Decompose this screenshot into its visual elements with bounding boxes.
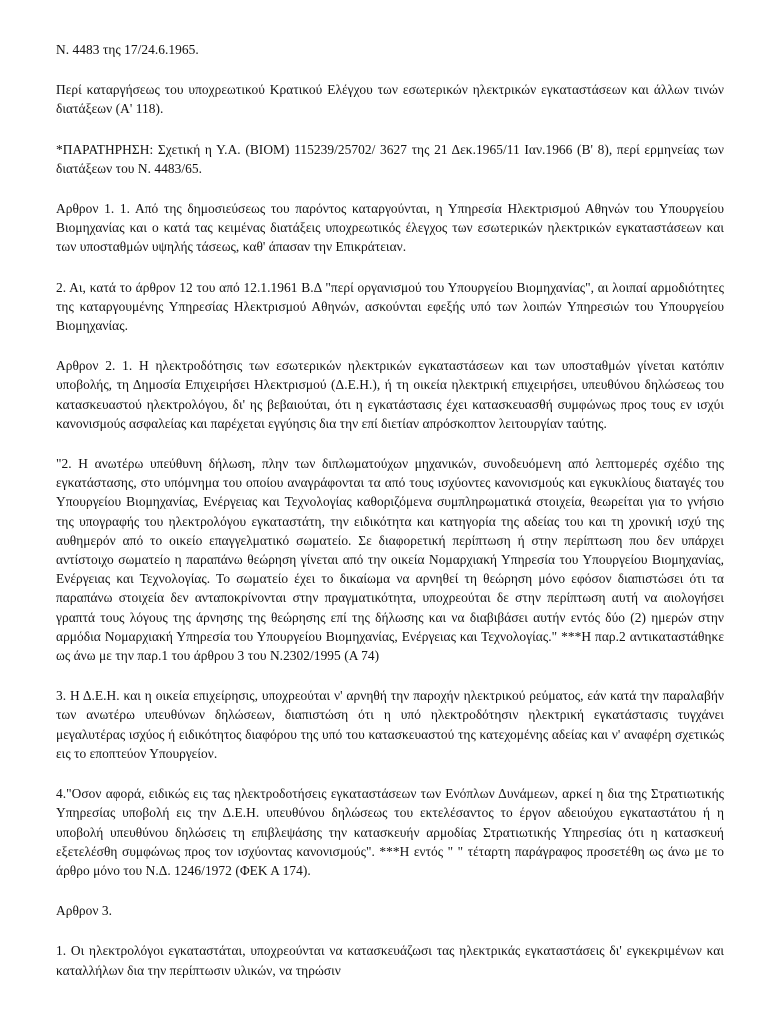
law-title: Περί καταργήσεως του υποχρεωτικού Κρατικού Ελέγχου των εσωτερικών ηλεκτρικών εγκαταστάσεων και άλλων τινών διατάξεων (Α' 118). [56,82,724,117]
article-3-paragraph-1: 1. Οι ηλεκτρολόγοι εγκαταστάται, υποχρεούνται να κατασκευάζωσι τας ηλεκτρικάς εγκαταστάσεις δι' εγκεκριμένων και καταλλήλων δια την περίπτωσιν υλικών, να τηρώσιν [56,943,724,978]
article-2-paragraph-4: 4."Οσον αφορά, ειδικώς εις τας ηλεκτροδοτήσεις εγκαταστάσεων των Ενόπλων Δυνάμεων, αρκεί η δια της Στρατιωτικής Υπηρεσίας υποβολή εις την Δ.Ε.Η. υπευθύνου δηλώσεως του εκτελέσαντος το έργον αδειούχου εγκαταστάτου ή η υποβολή υπευθύνου δηλώσεις τη επιβλεψάσης την κατασκευήν αρμοδίας Στρατιωτικής Υπηρεσίας ότι η κατασκευή εξετελέσθη συμφώνως προς τον ισχύοντας κανονισμούς". ***Η εντός " " τέταρτη παράγραφος προσετέθη ως άνω με το άρθρο μόνο του Ν.Δ. 1246/1972 (ΦΕΚ Α 174). [56,786,724,878]
article-1-paragraph-2: 2. Αι, κατά το άρθρον 12 του από 12.1.1961 Β.Δ "περί οργανισμού του Υπουργείου Βιομηχανίας", αι λοιπαί αρμοδιότητες της καταργουμένης Υπηρεσίας Ηλεκτρισμού Αθηνών, ασκούνται εφεξής υπό των λοιπών Υπηρεσιών του Υπουργείου Βιομηχανίας. [56,279,724,334]
note-paragraph: *ΠΑΡΑΤΗΡΗΣΗ: Σχετική η Υ.Α. (ΒΙΟΜ) 115239/25702/ 3627 της 21 Δεκ.1965/11 Ιαν.1966 (Β' 8), περί ερμηνείας των διατάξεων του Ν. 4483/65. [56,141,724,176]
article-1-paragraph-1: Αρθρον 1. 1. Από της δημοσιεύσεως του παρόντος καταργούνται, η Υπηρεσία Ηλεκτρισμού Αθηνών του Υπουργείου Βιομηχανίας και ο κατά τας κειμένας διατάξεις υποχρεωτικός έλεγχος των εσωτερικών ηλεκτρικών εγκαταστάσεων και των υποσταθμών υψηλής τάσεως, καθ' άπασαν την Επικράτειαν. [56,201,724,255]
article-2-paragraph-2: "2. Η ανωτέρω υπεύθυνη δήλωση, πλην των διπλωματούχων μηχανικών, συνοδευόμενη από λεπτομερές σχέδιο της εγκατάστασης, στο υπόμνημα του οποίου αναγράφονται τα από τους ισχύοντες κανονισμούς και εγκυκλίους διαταγές του Υπουργείου Βιομηχανίας, Ενέργειας και Τεχνολογίας καθοριζόμενα συμπληρωματικά στοιχεία, θεωρείται για το γνήσιο της υπογραφής του ηλεκτρολόγου εγκαταστάτη, την ειδικότητα και κατηγορία της αδείας του και τη χρονική ισχύ της αυθημερόν από το οικείο επαγγελματικό σωματείο. Σε διαφορετική περίπτωση ή στην περίπτωση που δεν υπάρχει αντίστοιχο σωματείο η παραπάνω θεώρηση γίνεται από την οικεία Νομαρχιακή Υπηρεσία του Υπουργείου Βιομηχανίας, Ενέργειας και Τεχνολογίας. Το σωματείο έχει το δικαίωμα να αρνηθεί τη θεώρηση μόνο εφόσον διαπιστώσει ότι τα παραπάνω στοιχεία δεν ανταποκρίνονται στην πραγματικότητα, υποχρεούται δε στην περίπτωση αυτή να αιολογήσει γραπτά τους λόγους της άρνησης της θεώρησης επί της δήλωσης και να διαβιβάσει αυτήν εντός δύο (2) ημερών στην αρμόδια Νομαρχιακή Υπηρεσία του Υπουργείου Βιομηχανίας, Ενέργειας και Τεχνολογίας." ***Η παρ.2 αντικαταστάθηκε ως άνω με την παρ.1 του άρθρου 3 του Ν.2302/1995 (Α 74) [56,456,724,664]
article-2-paragraph-1: Αρθρον 2. 1. Η ηλεκτροδότησις των εσωτερικών ηλεκτρικών εγκαταστάσεων και των υποσταθμών γίνεται κατόπιν υποβολής, τη Δημοσία Επιχειρήσει Ηλεκτρισμού (Δ.Ε.Η.), ή τη οικεία ηλεκτρική επιχειρήσει, υπευθύνου δηλώσεως του κατασκευαστού ηλεκτρολόγου, δι' ης βεβαιούται, ότι η εγκατάστασις έχει κατασκευασθή συμφώνως προς τους εν ισχύι κανονισμούς ασφαλείας και παρέχεται εγγύησις δια την επί διετίαν απρόσκοπτον λειτουργίαν ταύτης. [56,358,724,431]
article-2-paragraph-3: 3. Η Δ.Ε.Η. και η οικεία επιχείρησις, υποχρεούται ν' αρνηθή την παροχήν ηλεκτρικού ρεύματος, εάν κατά την παραλαβήν των ανωτέρω υπευθύνων δηλώσεων, διαπιστώση ότι η υπό ηλεκτροδότησιν ηλεκτρική εγκατάστασις τυγχάνει μεγαλυτέρας ισχύος ή ειδικότητος διαφόρου της υπό του κατασκευαστού της κατεχομένης αδείας και ν' αναφέρη σχετικώς εις το εποπτεύον Υπουργείον. [56,688,724,761]
law-number: Ν. 4483 της 17/24.6.1965. [56,42,199,57]
article-3-heading: Αρθρον 3. [56,903,113,919]
